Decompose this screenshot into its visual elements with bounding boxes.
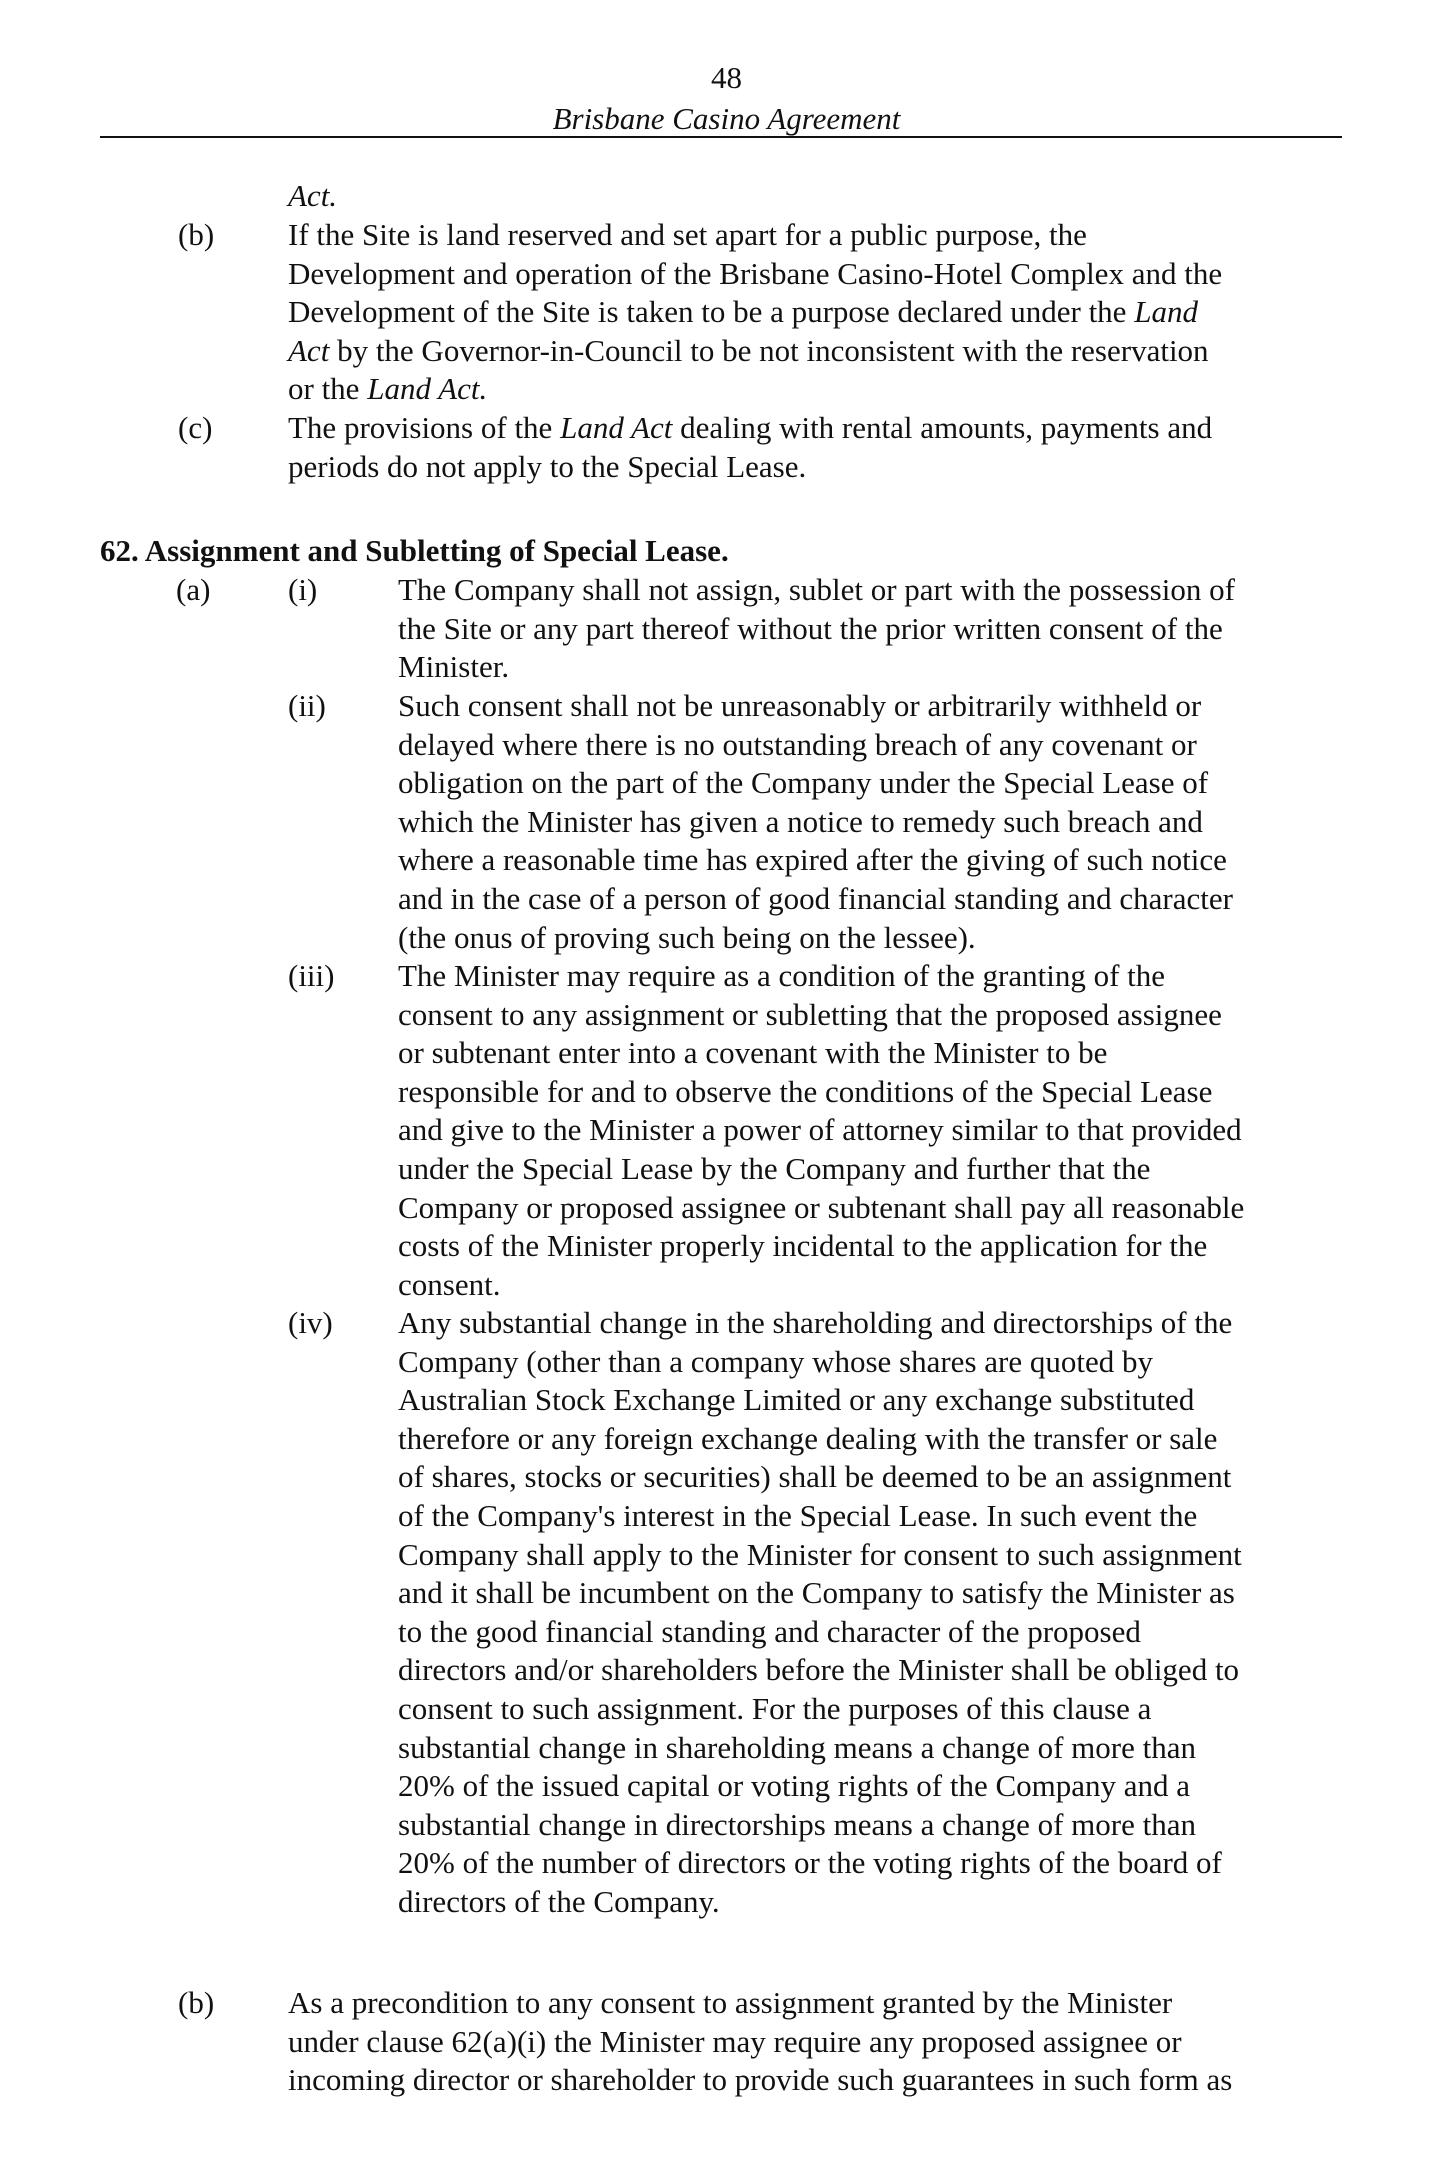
clause-62a-ii-line-2: delayed where there is no outstanding breach of any covenant or [398,726,1197,762]
clause-62a-iii-line-4: responsible for and to observe the conditions of the Special Lease [398,1073,1213,1109]
clause-61c-label: (c) [178,410,213,445]
clause-62a-i-line-3: Minister. [398,649,510,685]
clause-62a-iv-line-5: of shares, stocks or securities) shall be deemed to be an assignment [398,1459,1232,1495]
clause-62a-ii-line-5: where a reasonable time has expired after the giving of such notice [398,842,1227,878]
clause-62a-iv-line-2: Company (other than a company whose shares are quoted by [398,1343,1153,1379]
clause-62b-line-2: under clause 62(a)(i) the Minister may require any proposed assignee or [288,2023,1182,2059]
clause-61b-line-1: If the Site is land reserved and set apart for a public purpose, the [288,217,1087,252]
clause-62a-iii-line-6: under the Special Lease by the Company and further that the [398,1150,1151,1186]
clause-62a-iv-line-3: Australian Stock Exchange Limited or any exchange substituted [398,1382,1195,1418]
clause-62a-i-line-1: The Company shall not assign, sublet or part with the possession of [398,572,1235,607]
clause-62a-i-text [398,571,1235,687]
clause-61c-pre: The provisions of the [288,410,553,445]
clause-61c-line-2: periods do not apply to the Special Lease. [288,448,807,484]
clause-61b-line-3-text: Development of the Site is taken to be a purpose declared under the [288,294,1127,330]
clause-62a-iv-label: (iv) [288,1305,333,1340]
clause-62a-iv-line-13: 20% of the issued capital or voting rights of the Company and a [398,1768,1191,1804]
clause-61b-line-5 [288,370,1222,409]
clause-62a-iii-line-3: or subtenant enter into a covenant with the Minister to be [398,1035,1108,1071]
clause-61b-line-2: Development and operation of the Brisbane Casino-Hotel Complex and the [288,255,1223,291]
clause-62a-iv-line-7: Company shall apply to the Minister for consent to such assignment [398,1536,1242,1572]
clause-62b-line-3: incoming director or shareholder to provide such guarantees in such form as [288,2062,1233,2098]
clause-62a-iv-text [398,1304,1242,1922]
clause-62a-ii-line-3: obligation on the part of the Company under the Special Lease of [398,765,1209,801]
clause-62a-ii-line-1: Such consent shall not be unreasonably or arbitrarily withheld or [398,688,1202,723]
clause-62a-iii-line-9: consent. [398,1266,501,1302]
land-act-italic-2: Land Act [560,410,673,445]
land-act-italic: Land Act. [367,371,488,407]
clause-61b-line-5-text: or the [288,371,360,407]
clause-62a-ii-line-4: which the Minister has given a notice to remedy such breach and [398,803,1203,839]
clause-62a-iv-line-12: substantial change in shareholding means a change of more than [398,1729,1196,1765]
clause-62a-iv-line-9: to the good financial standing and character of the proposed [398,1613,1141,1649]
clause-61c-post: dealing with rental amounts, payments and [680,410,1213,445]
clause-62a-iv-line-14: substantial change in directorships means a change of more than [398,1806,1196,1842]
clause-62a-iv-line-15: 20% of the number of directors or the voting rights of the board of [398,1845,1222,1881]
clause-62a-iii-text [398,957,1244,1304]
clause-62a-iv-line-10: directors and/or shareholders before the Minister shall be obliged to [398,1652,1240,1688]
clause-62a-iii-line-1: The Minister may require as a condition of the granting of the [398,958,1166,993]
clause-62b-line-1: As a precondition to any consent to assignment granted by the Minister [288,1985,1173,2020]
clause-62a-iv-line-6: of the Company's interest in the Special Lease. In such event the [398,1497,1198,1533]
clause-62a-ii-line-7: (the onus of proving such being on the lessee). [398,919,976,955]
clause-62a-iv-line-8: and it shall be incumbent on the Company to satisfy the Minister as [398,1575,1235,1611]
clause-62a-iv-line-11: consent to such assignment. For the purposes of this clause a [398,1690,1152,1726]
act-italic: Act [288,332,330,368]
clause-62b-label: (b) [178,1985,215,2020]
clause-62a-iii-line-7: Company or proposed assignee or subtenant shall pay all reasonable [398,1189,1245,1225]
clause-61b-line-4-text: by the Governor-in-Council to be not inconsistent with the reservation [337,332,1209,368]
clause-61b-line-3 [288,293,1222,332]
clause-61b-line-4 [288,332,1222,371]
running-title: Brisbane Casino Agreement [552,101,901,136]
clause-62a-ii-line-6: and in the case of a person of good financial standing and character [398,880,1233,916]
clause-62a-iii-line-2: consent to any assignment or subletting that the proposed assignee [398,996,1222,1032]
clause-62a-ii-text [398,687,1233,957]
clause-62a-label: (a) [176,572,211,607]
page-number: 48 [711,60,742,95]
clause-62a-i-line-2: the Site or any part thereof without the prior written consent of the [398,610,1223,646]
clause-62a-ii-label: (ii) [288,688,326,723]
clause-61b-label: (b) [178,217,215,252]
clause-62a-iv-line-16: directors of the Company. [398,1883,720,1919]
clause-61b-text [288,216,1222,409]
land-italic: Land [1134,294,1198,330]
clause-62a-iv-line-1: Any substantial change in the shareholding and directorships of the [398,1305,1233,1340]
clause-61c-text [288,409,1212,486]
clause-62a-iv-line-4: therefore or any foreign exchange dealing with the transfer or sale [398,1420,1218,1456]
clause-62b-text [288,1984,1232,2100]
continuation-act-text: Act. [288,178,338,213]
clause-62-heading: 62. Assignment and Subletting of Special Lease. [100,533,729,568]
header-rule [100,136,1342,138]
clause-62a-iii-line-8: costs of the Minister properly incidental to the application for the [398,1228,1208,1264]
clause-61c-line-1 [288,409,1212,448]
clause-62a-i-label: (i) [288,572,318,607]
clause-62a-iii-line-5: and give to the Minister a power of attorney similar to that provided [398,1112,1242,1148]
clause-62a-iii-label: (iii) [288,958,335,993]
